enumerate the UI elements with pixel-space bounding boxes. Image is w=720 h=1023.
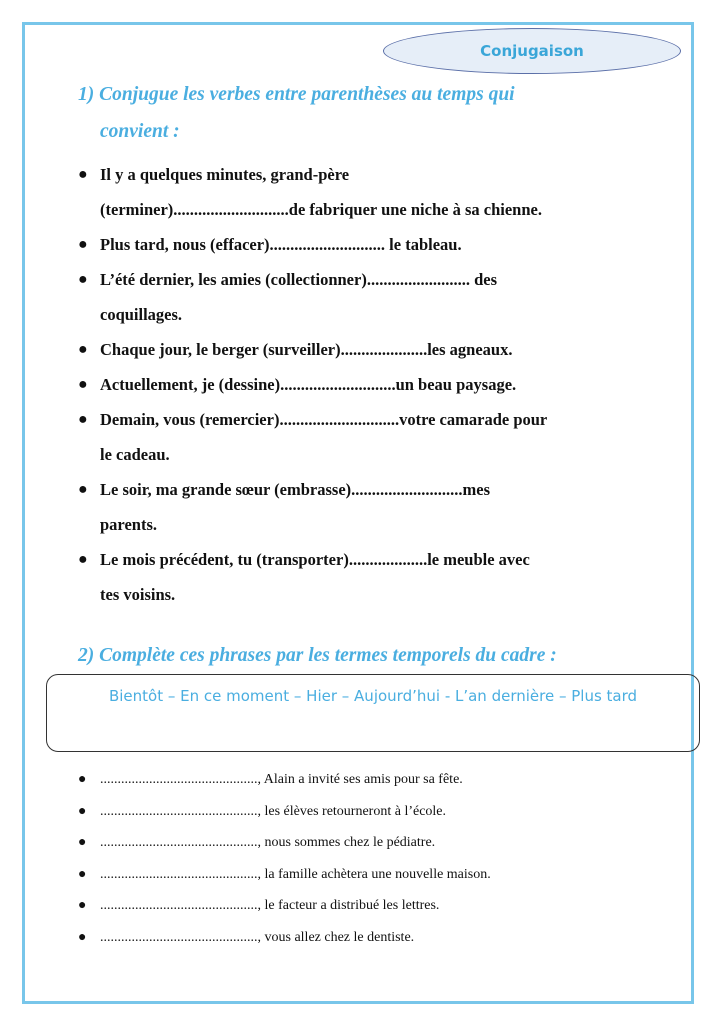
list-item xyxy=(78,890,658,922)
item-line: (terminer)............................de fabriquer une niche à sa chienne. xyxy=(100,200,542,219)
bullet-icon: ● xyxy=(78,411,88,428)
subject-badge: Conjugaison xyxy=(383,28,681,74)
list-item xyxy=(78,227,658,262)
bullet-icon: ● xyxy=(78,803,87,819)
word-box: Bientôt – En ce moment – Hier – Aujourd’hui - L’an dernière – Plus tard xyxy=(46,674,700,752)
bullet-icon: ● xyxy=(78,376,88,393)
item-text: ............................................., vous allez chez le dentiste. xyxy=(100,929,415,945)
item-line: tes voisins. xyxy=(100,585,176,604)
list-item xyxy=(78,332,658,367)
bullet-icon: ● xyxy=(78,551,88,568)
item-text: ............................................., la famille achètera une nouvelle maison. xyxy=(100,866,491,882)
item-line: L’été dernier, les amies (collectionner)......................... des xyxy=(100,270,497,289)
item-line: parents. xyxy=(100,515,157,534)
item-text: ............................................., Alain a invité ses amis pour sa fête. xyxy=(100,772,463,787)
bullet-icon: ● xyxy=(78,166,88,183)
item-line: le cadeau. xyxy=(100,445,170,464)
item-line: Chaque jour, le berger (surveiller).....................les agneaux. xyxy=(100,340,513,359)
bullet-icon: ● xyxy=(78,772,87,787)
exercise2-title: 2) Complète ces phrases par les termes temporels du cadre : xyxy=(78,645,557,666)
item-line: Plus tard, nous (effacer)............................ le tableau. xyxy=(100,235,462,254)
list-item xyxy=(78,262,658,332)
list-item xyxy=(78,764,658,796)
list-item xyxy=(78,157,658,227)
exercise1-title-line1: 1) Conjugue les verbes entre parenthèses au temps qui xyxy=(78,84,515,105)
exercise1-title-line2: convient : xyxy=(100,121,180,142)
item-line: Il y a quelques minutes, grand-père xyxy=(100,165,350,184)
exercise2-list xyxy=(78,764,658,953)
exercise1-list xyxy=(78,157,658,612)
bullet-icon: ● xyxy=(78,236,88,253)
item-line: Le mois précédent, tu (transporter)...................le meuble avec xyxy=(100,550,530,569)
item-line: Demain, vous (remercier).............................votre camarade pour xyxy=(100,410,548,429)
item-line: Le soir, ma grande sœur (embrasse)...........................mes xyxy=(100,480,491,499)
list-item xyxy=(78,827,658,859)
list-item xyxy=(78,472,658,542)
list-item xyxy=(78,367,658,402)
item-line: Actuellement, je (dessine)............................un beau paysage. xyxy=(100,375,517,394)
item-text: ............................................., le facteur a distribué les lettres. xyxy=(100,898,440,913)
item-line: coquillages. xyxy=(100,305,183,324)
item-text: ............................................., nous sommes chez le pédiatre. xyxy=(100,835,436,850)
list-item xyxy=(78,922,658,954)
bullet-icon: ● xyxy=(78,271,88,288)
bullet-icon: ● xyxy=(78,866,87,882)
list-item xyxy=(78,402,658,472)
bullet-icon: ● xyxy=(78,898,87,913)
list-item xyxy=(78,859,658,891)
item-text: ............................................., les élèves retourneront à l’école. xyxy=(100,803,447,819)
bullet-icon: ● xyxy=(78,929,87,945)
bullet-icon: ● xyxy=(78,835,87,850)
list-item xyxy=(78,542,658,612)
list-item xyxy=(78,796,658,828)
bullet-icon: ● xyxy=(78,341,88,358)
bullet-icon: ● xyxy=(78,481,88,498)
